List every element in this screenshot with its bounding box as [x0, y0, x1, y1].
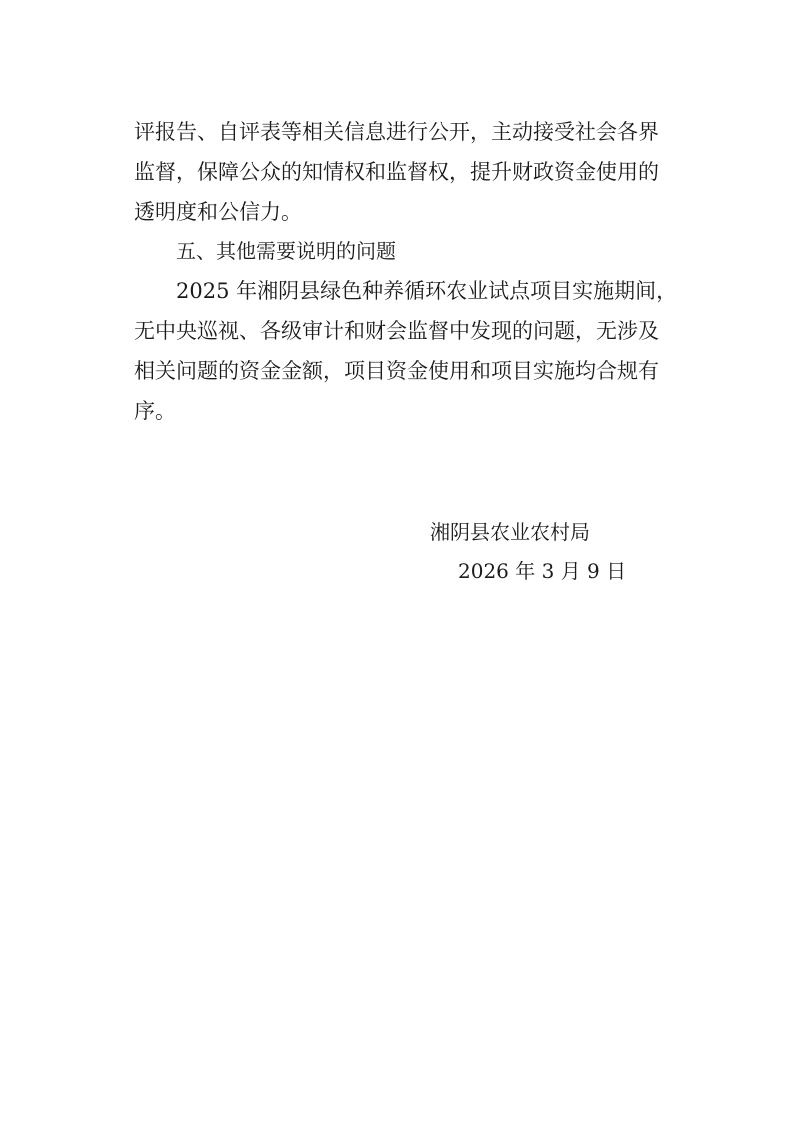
paragraph-line: 评报告、自评表等相关信息进行公开，主动接受社会各界 — [134, 120, 659, 144]
signature-organization: 湘阴县农业农村局 — [430, 520, 590, 544]
paragraph-line: 序。 — [134, 399, 176, 423]
signature-date: 2026 年 3 月 9 日 — [458, 559, 627, 583]
section-heading: 五、其他需要说明的问题 — [176, 239, 396, 263]
paragraph-line: 无中央巡视、各级审计和财会监督中发现的问题，无涉及 — [134, 319, 659, 343]
paragraph-line: 相关问题的资金金额，项目资金使用和项目实施均合规有 — [134, 359, 659, 383]
paragraph-line: 监督，保障公众的知情权和监督权，提升财政资金使用的 — [134, 160, 659, 184]
paragraph-line: 透明度和公信力。 — [134, 200, 302, 224]
paragraph-line: 2025 年湘阴县绿色种养循环农业试点项目实施期间， — [176, 279, 678, 303]
